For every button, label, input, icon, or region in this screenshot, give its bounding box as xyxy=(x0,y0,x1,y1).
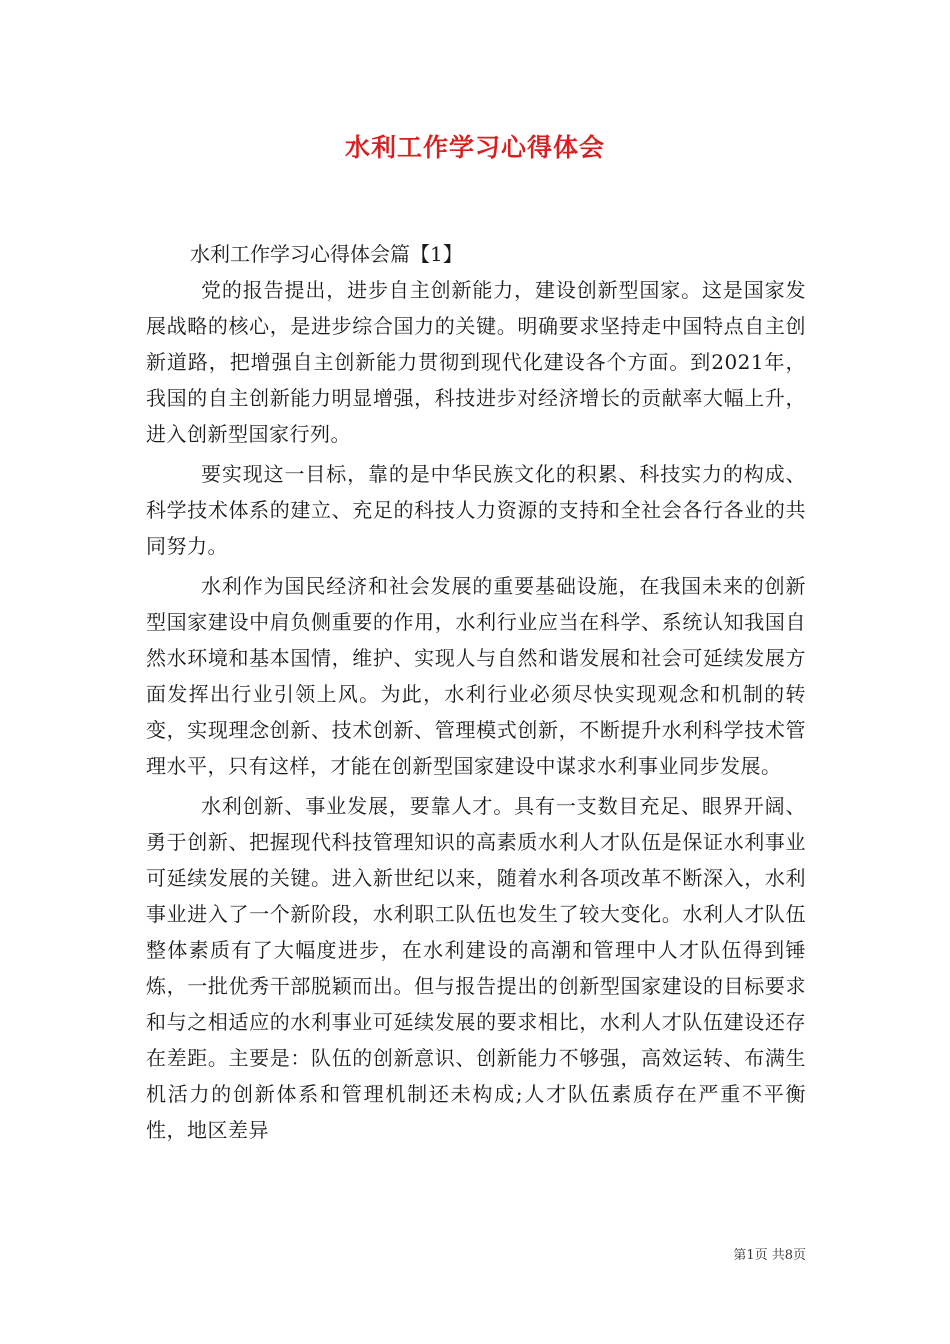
page-title: 水利工作学习心得体会 xyxy=(344,133,605,162)
paragraph: 党的报告提出，进步自主创新能力，建设创新型国家。这是国家发展战略的核心，是进步综合国力的关键。明确要求坚持走中国特点自主创新道路，把增强自主创新能力贯彻到现代化建设各个方面。到2021年，我国的自主创新能力明显增强，科技进步对经济增长的贡献率大幅上升，进入创新型国家行列。 xyxy=(146,278,806,446)
paragraph: 水利创新、事业发展，要靠人才。具有一支数目充足、眼界开阔、勇于创新、把握现代科技管理知识的高素质水利人才队伍是保证水利事业可延续发展的关键。进入新世纪以来，随着水利各项改革不断深入，水利事业进入了一个新阶段，水利职工队伍也发生了较大变化。水利人才队伍整体素质有了大幅度进步，在水利建设的高潮和管理中人才队伍得到锤炼，一批优秀干部脱颖而出。但与报告提出的创新型国家建设的目标要求和与之相适应的水利事业可延续发展的要求相比，水利人才队伍建设还存在差距。主要是：队伍的创新意识、创新能力不够强，高效运转、布满生机活力的创新体系和管理机制还未构成;人才队伍素质存在严重不平衡性，地区差异 xyxy=(146,794,806,1142)
section-subtitle: 水利工作学习心得体会篇【1】 xyxy=(190,242,463,266)
document-body xyxy=(146,236,806,1148)
paragraph: 要实现这一目标，靠的是中华民族文化的积累、科技实力的构成、科学技术体系的建立、充足的科技人力资源的支持和全社会各行各业的共同努力。 xyxy=(146,462,806,558)
paragraph: 水利作为国民经济和社会发展的重要基础设施，在我国未来的创新型国家建设中肩负侧重要的作用，水利行业应当在科学、系统认知我国自然水环境和基本国情，维护、实现人与自然和谐发展和社会可延续发展方面发挥出行业引领上风。为此，水利行业必须尽快实现观念和机制的转变，实现理念创新、技术创新、管理模式创新，不断提升水利科学技术管理水平，只有这样，才能在创新型国家建设中谋求水利事业同步发展。 xyxy=(146,574,806,778)
page-number: 第1页 共8页 xyxy=(733,1248,806,1263)
